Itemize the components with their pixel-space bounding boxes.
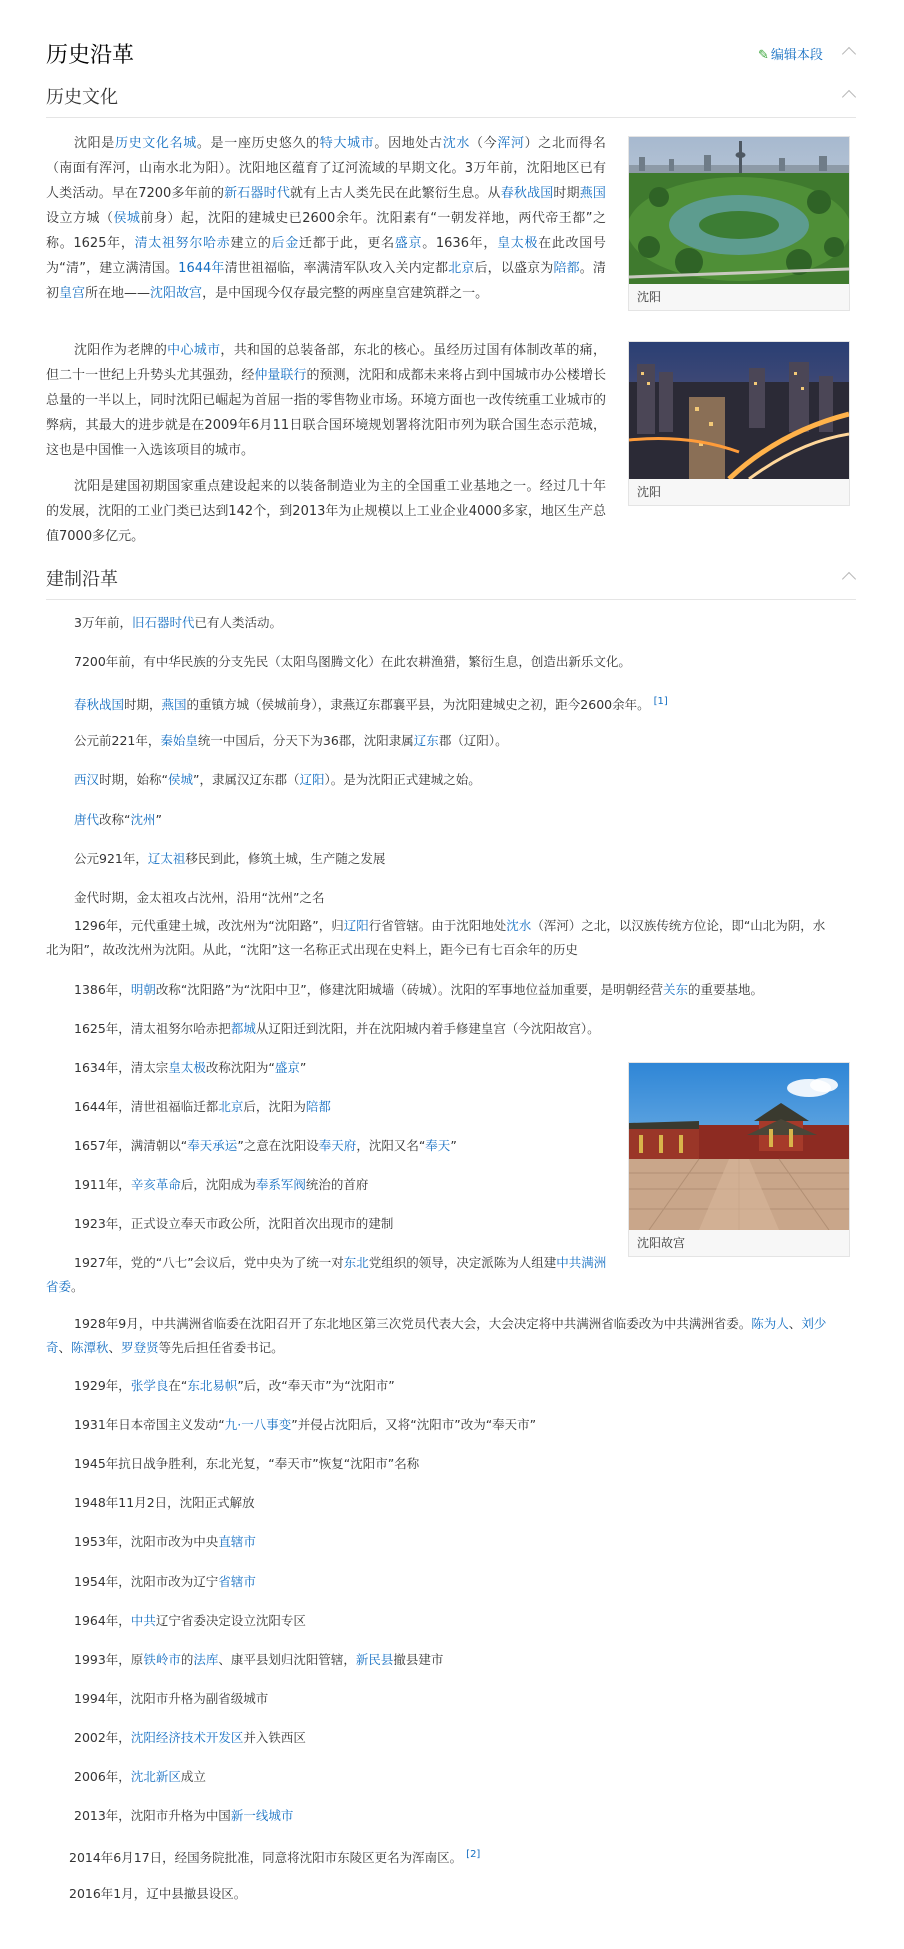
text-run: 成立 [180, 1769, 206, 1784]
timeline-item [46, 1804, 293, 1828]
timeline-item [46, 1843, 480, 1870]
text-run: 2014年6月17日，经国务院批准，同意将沈阳市东陵区更名为浑南区。 [69, 1850, 463, 1866]
text-run: ，沈阳又名“ [356, 1138, 426, 1153]
timeline-item [46, 1452, 419, 1476]
inline-link[interactable]: 浑河 [497, 136, 525, 151]
text-run: 从辽阳迁到沈阳，并在沈阳城内着手修建皇宫（今沈阳故宫）。 [255, 1021, 600, 1036]
section-heading-culture: 历史文化 [46, 87, 118, 108]
text-run: 沈阳作为老牌的 [74, 343, 168, 358]
text-run: 。清初 [46, 261, 606, 301]
text-run: 时期， [124, 697, 162, 713]
text-run: 改称“沈阳路”为“沈阳中卫”，修建沈阳城墙（砖城）。沈阳的军事地位益加重要，是明朝经营 [155, 982, 663, 997]
collapse-culture-chevron-icon[interactable] [842, 90, 856, 104]
text-run: 已有人类活动。 [194, 615, 282, 630]
inline-link[interactable]: 辛亥革命 [130, 1177, 181, 1192]
text-run: 的 [180, 1652, 194, 1667]
inline-link[interactable]: 仲量联行 [254, 368, 307, 383]
inline-link[interactable]: 直辖市 [218, 1534, 256, 1549]
inline-link[interactable]: 沈北新区 [130, 1769, 181, 1784]
shenyang-aerial-image [629, 137, 849, 284]
text-run: 公元921年， [74, 851, 148, 866]
timeline-item [46, 1017, 600, 1041]
timeline-item [46, 1056, 306, 1080]
text-run: 1929年， [74, 1378, 131, 1393]
inline-link[interactable]: 皇太极 [497, 236, 539, 251]
timeline-item [46, 1609, 306, 1633]
text-run: 后，以盛京为 [474, 261, 554, 276]
text-run: 1657年，满清朝以“ [74, 1138, 188, 1153]
inline-link[interactable]: 奉系军阀 [255, 1177, 306, 1192]
text-run: ” [155, 812, 162, 827]
text-run: 1625年，清太祖努尔哈赤把 [74, 1021, 231, 1036]
inline-link[interactable]: 辽阳 [299, 772, 325, 787]
text-run: 7200年前，有中华民族的分支先民（太阳鸟图腾文化）在此农耕渔猎，繁衍生息，创造出新乐文化。 [74, 654, 631, 669]
text-run: 移民到此，修筑土城，生产随之发展 [185, 851, 386, 866]
text-run: 清世祖福临，率满清军队攻入关内定都 [224, 261, 449, 276]
text-run: 1644年，清世祖福临迁都 [74, 1099, 219, 1114]
inline-link[interactable]: 奉天 [425, 1138, 451, 1153]
figure-shenyang-aerial[interactable] [628, 136, 850, 311]
section-divider [46, 599, 856, 600]
inline-link[interactable]: 皇宫 [59, 286, 86, 301]
text-run: 等先后担任省委书记。 [158, 1340, 284, 1355]
inline-link[interactable]: 明朝 [130, 982, 156, 997]
figure-caption: 沈阳 [637, 290, 662, 304]
text-run: ）。是为沈阳正式建城之始。 [324, 772, 481, 787]
text-run: 2016年1月，辽中县撤县设区。 [69, 1886, 247, 1901]
text-run: 1931年日本帝国主义发动“ [74, 1417, 225, 1432]
timeline-item [46, 650, 631, 674]
text-run: （今 [470, 136, 498, 151]
text-run: ” [450, 1138, 457, 1153]
inline-link[interactable]: 沈阳故宫 [150, 286, 203, 301]
inline-link[interactable]: 唐代 [74, 812, 100, 827]
inline-link[interactable]: 沈阳经济技术开发区 [130, 1730, 244, 1745]
inline-link[interactable]: 新石器时代 [224, 186, 290, 201]
inline-link[interactable]: 沈水 [442, 136, 471, 151]
inline-link[interactable]: 张学良 [130, 1378, 169, 1393]
inline-link[interactable]: 法库 [193, 1652, 219, 1667]
text-run: 1928年9月，中共满洲省临委在沈阳召开了东北地区第三次党员代表大会，大会决定将中共满洲省临委改为中共满洲省委。 [74, 1316, 752, 1331]
timeline-item [46, 847, 385, 871]
inline-link[interactable]: 沈水 [506, 918, 532, 933]
section-heading-establishment: 建制沿革 [46, 569, 118, 590]
timeline-item [46, 690, 668, 717]
inline-link[interactable]: 清太祖努尔哈赤 [134, 236, 231, 251]
inline-link[interactable]: 都城 [230, 1021, 256, 1036]
inline-link[interactable]: 燕国 [161, 697, 187, 713]
timeline-item [46, 729, 508, 753]
text-run: 后，沈阳成为 [180, 1177, 256, 1192]
timeline-item [46, 1765, 206, 1789]
text-run: 1911年， [74, 1177, 131, 1192]
text-run: 。是一座历史悠久的 [196, 136, 320, 151]
text-run: 沈阳是建国初期国家重点建设起来的以装备制造业为主的全国重工业基地之一。经过几十年的发展，沈阳的工业门类已达到142个，到2013年为止规模以上工业企业4000多家，地区生产总值7000多亿元。 [46, 479, 606, 544]
timeline-item [46, 1212, 393, 1236]
text-run: 。因地处古 [374, 136, 443, 151]
inline-link[interactable]: 陪都 [553, 261, 580, 276]
edit-label: 编辑本段 [770, 48, 823, 63]
text-run: 迁都于此，更名 [298, 236, 395, 251]
text-run: 、康平县划归沈阳管辖， [218, 1652, 356, 1667]
text-run: 党组织的领导，决定派陈为人组建 [368, 1255, 557, 1270]
section-divider [46, 117, 856, 118]
figure-shenyang-night[interactable] [628, 341, 850, 506]
text-run: 统治的首府 [305, 1177, 369, 1192]
text-run: 1953年，沈阳市改为中央 [74, 1534, 219, 1549]
inline-link[interactable]: 陈潭秋 [71, 1340, 109, 1355]
text-run: 1386年， [74, 982, 131, 997]
timeline-item [46, 1530, 256, 1554]
text-run: 1927年，党的“八七”会议后，党中央为了统一对 [74, 1255, 344, 1270]
inline-link[interactable]: 春秋战国 [500, 186, 554, 201]
text-run: 1634年，清太宗 [74, 1060, 169, 1075]
text-run: 1296年，元代重建土城，改沈州为“沈阳路”，归 [74, 918, 344, 933]
text-run: 行省管辖。由于沈阳地处 [368, 918, 507, 933]
text-run: 1964年， [74, 1613, 131, 1628]
inline-link[interactable]: 中共 [130, 1613, 156, 1628]
collapse-establishment-chevron-icon[interactable] [842, 572, 856, 586]
text-run: 改称“ [99, 812, 131, 827]
inline-link[interactable]: 西汉 [74, 772, 100, 787]
inline-link[interactable]: 侯城 [113, 211, 141, 226]
inline-link[interactable]: 1644年 [178, 261, 225, 276]
inline-link[interactable]: 沈州 [130, 812, 156, 827]
timeline-item [46, 1374, 395, 1398]
text-run: ” [299, 1060, 307, 1075]
inline-link[interactable]: 中心城市 [167, 343, 221, 358]
figure-shenyang-palace[interactable] [628, 1062, 850, 1257]
timeline-item [46, 914, 828, 962]
inline-link[interactable]: 东北 [343, 1255, 369, 1270]
text-run: ”并侵占沈阳后，又将“沈阳市”改为“奉天市” [291, 1417, 537, 1432]
inline-link[interactable]: 盛京 [274, 1060, 300, 1075]
text-run: 时期，始称“ [99, 772, 168, 787]
text-run: 。1636年， [422, 236, 498, 251]
text-run: 3万年前， [74, 615, 132, 630]
text-run: 的预测，沈阳和成都未来将占到中国城市办公楼增长总量的一半以上，同时沈阳已崛起为首屈一指的零售物业市场。环境方面也一改传统重工业城市的弊病，其最大的进步就是在2009年6月11日联合国环境规划署将沈阳市列为联合国生态示范城，这也是中国惟一入选该项目的城市。 [46, 368, 606, 458]
text-run: 郡（辽阳）。 [438, 733, 508, 748]
inline-link[interactable]: 辽东 [413, 733, 439, 748]
text-run: ）之北而得名（南面有浑河，山南水北为阳）。沈阳地区蕴育了辽河流域的早期文化。3万年前，沈阳地区已有人类活动。早在7200多年前的 [46, 136, 606, 201]
shenyang-night-image [629, 342, 849, 479]
text-run: 。 [71, 1279, 84, 1294]
culture-paragraph-2 [46, 338, 606, 463]
text-run: 后，沈阳为 [243, 1099, 306, 1114]
text-run: 1948年11月2日，沈阳正式解放 [74, 1495, 255, 1510]
text-run: 公元前221年， [74, 733, 161, 748]
inline-link[interactable]: 皇太极 [168, 1060, 206, 1075]
footnote-ref[interactable]: [2] [466, 1849, 481, 1860]
text-run: 撤县建市 [393, 1652, 444, 1667]
timeline-item [46, 1491, 255, 1515]
inline-link[interactable]: 罗登贤 [121, 1340, 159, 1355]
inline-link[interactable]: 铁岭市 [143, 1652, 181, 1667]
text-run: ”之意在沈阳设 [237, 1138, 319, 1153]
timeline-item [46, 978, 763, 1002]
timeline-item [46, 1173, 368, 1197]
text-run: 所在地—— [85, 286, 151, 301]
culture-paragraph-1 [46, 131, 606, 306]
text-run: 就有上古人类先民在此繁衍生息。从 [290, 186, 501, 201]
inline-link[interactable]: 省辖市 [218, 1574, 256, 1589]
text-run: 1945年抗日战争胜利，东北光复，“奉天市”恢复“沈阳市”名称 [74, 1456, 420, 1471]
inline-link[interactable]: 中共满洲省委 [46, 1255, 607, 1294]
timeline-item [46, 1648, 443, 1672]
text-run: ”，隶属汉辽东郡（ [193, 772, 300, 787]
text-run: 的重镇方城（侯城前身），隶燕辽东郡襄平县，为沈阳建城史之初，距今2600余年。 [186, 697, 650, 713]
inline-link[interactable]: 北京 [448, 261, 475, 276]
inline-link[interactable]: 侯城 [168, 772, 194, 787]
text-run: 时期 [553, 186, 580, 201]
inline-link[interactable]: 新一线城市 [230, 1808, 294, 1823]
text-run: 统一中国后，分天下为36郡，沈阳隶属 [197, 733, 414, 748]
timeline-item [46, 768, 481, 792]
inline-link[interactable]: 盛京 [394, 236, 423, 251]
inline-link[interactable]: 关东 [662, 982, 688, 997]
text-run: 、 [788, 1316, 802, 1331]
text-run: 1993年，原 [74, 1652, 144, 1667]
text-run: 建立的 [230, 236, 272, 251]
inline-link[interactable]: 奉天承运 [187, 1138, 238, 1153]
inline-link[interactable]: 历史文化名城 [114, 136, 197, 151]
text-run: 沈阳是 [74, 136, 115, 151]
text-run: 在“ [168, 1378, 188, 1393]
inline-link[interactable]: 燕国 [579, 186, 606, 201]
timeline-item [46, 1312, 828, 1360]
text-run: 改称沈阳为“ [205, 1060, 275, 1075]
timeline-item [46, 1413, 536, 1437]
inline-link[interactable]: 新民县 [355, 1652, 394, 1667]
pencil-icon: ✎ [758, 48, 769, 63]
text-run: ”后，改“奉天市”为“沈阳市” [237, 1378, 395, 1393]
culture-paragraph-3 [46, 474, 606, 549]
inline-link[interactable]: 东北易帜 [187, 1378, 238, 1393]
timeline-item [46, 1687, 268, 1711]
collapse-chevron-up-icon[interactable] [842, 47, 856, 61]
text-run: ，共和国的总装备部，东北的核心。虽经历过国有体制改革的痛，但二十一世纪上升势头尤其强劲，经 [46, 343, 606, 383]
inline-link[interactable]: 陪都 [305, 1099, 331, 1114]
timeline-item [46, 1882, 246, 1906]
inline-link[interactable]: 北京 [218, 1099, 244, 1114]
timeline-item [46, 611, 282, 635]
timeline-item [46, 886, 324, 910]
text-run: 前身）起，沈阳的建城史已2600余年。沈阳素有“一朝发祥地，两代帝王都”之称。1625年， [46, 211, 606, 251]
inline-link[interactable]: 陈为人 [751, 1316, 789, 1331]
text-run: 1954年，沈阳市改为辽宁 [74, 1574, 219, 1589]
timeline-item [46, 1251, 608, 1299]
timeline-item [46, 1095, 331, 1119]
inline-link[interactable]: 后金 [271, 236, 299, 251]
shenyang-palace-image [629, 1063, 849, 1230]
inline-link[interactable]: 九·一八事变 [224, 1417, 292, 1432]
timeline-item [46, 808, 162, 832]
text-run: 辽宁省委决定设立沈阳专区 [155, 1613, 306, 1628]
footnote-ref[interactable]: [1] [653, 696, 668, 707]
text-run: 、 [108, 1340, 122, 1355]
figure-caption: 沈阳 [637, 485, 662, 499]
text-run: （浑河）之北，以汉族传统方位论，即“山北为阴，水北为阳”，故改沈州为沈阳。从此，“沈阳”这一名称正式出现在史料上，距今已有七百余年的历史 [46, 918, 826, 957]
timeline-item [46, 1726, 306, 1750]
timeline-item [46, 1570, 256, 1594]
inline-link[interactable]: 旧石器时代 [131, 615, 195, 630]
inline-link[interactable]: 辽阳 [343, 918, 369, 933]
text-run: 2013年，沈阳市升格为中国 [74, 1808, 231, 1823]
text-run: 的重要基地。 [688, 982, 764, 997]
inline-link[interactable]: 秦始皇 [160, 733, 198, 748]
text-run: 1994年，沈阳市升格为副省级城市 [74, 1691, 269, 1706]
inline-link[interactable]: 辽太祖 [147, 851, 186, 866]
text-run: 、 [58, 1340, 72, 1355]
timeline-item [46, 1134, 457, 1158]
text-run: ，是中国现今仅存最完整的两座皇宫建筑群之一。 [202, 286, 489, 301]
text-run: 并入铁西区 [243, 1730, 306, 1745]
inline-link[interactable]: 奉天府 [318, 1138, 357, 1153]
text-run: 设立方城（ [46, 211, 114, 226]
edit-section-link[interactable] [758, 44, 823, 63]
figure-caption: 沈阳故宫 [637, 1236, 686, 1250]
inline-link[interactable]: 春秋战国 [74, 697, 125, 713]
text-run: 2006年， [74, 1769, 131, 1784]
text-run: 在此改国号为“清”，建立满清国。 [46, 236, 606, 276]
inline-link[interactable]: 特大城市 [319, 136, 375, 151]
text-run: 金代时期，金太祖攻占沈州，沿用“沈州”之名 [74, 890, 325, 905]
inline-link[interactable]: 刘少奇 [46, 1316, 827, 1355]
text-run: 1923年，正式设立奉天市政公所，沈阳首次出现市的建制 [74, 1216, 394, 1231]
page-title: 历史沿革 [46, 43, 135, 68]
text-run: 2002年， [74, 1730, 131, 1745]
